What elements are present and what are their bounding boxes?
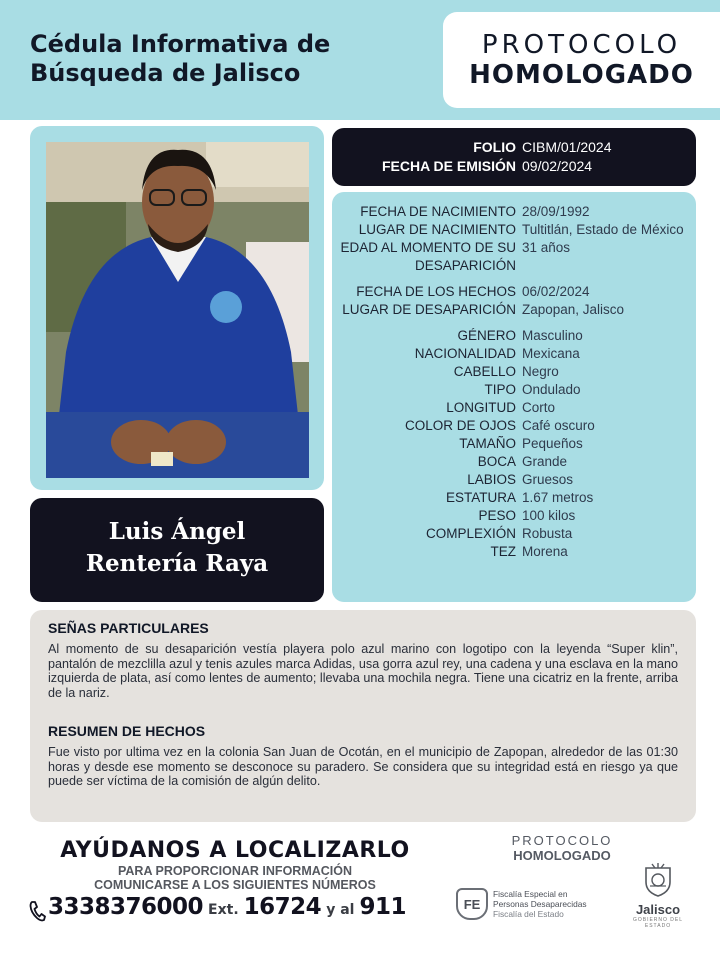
detail-value: Morena: [522, 544, 568, 559]
resumen-title: RESUMEN DE HECHOS: [48, 723, 206, 739]
detail-label: COLOR DE OJOS: [404, 418, 516, 433]
detail-label: EDAD AL MOMENTO DE SU DESAPARICIÓN: [340, 240, 516, 273]
detail-row: [332, 301, 696, 319]
detail-label: TAMAÑO: [459, 436, 516, 451]
detail-value: Corto: [522, 400, 556, 415]
emision-value: 09/02/2024: [522, 158, 593, 174]
details-group-birth: [332, 203, 696, 275]
detail-label: TEZ: [490, 544, 516, 559]
detail-label: COMPLEXIÓN: [425, 526, 516, 541]
detail-row: [332, 417, 696, 435]
detail-label: LUGAR DE NACIMIENTO: [358, 222, 516, 237]
phone-icon: [28, 900, 46, 922]
fe-text: [493, 889, 587, 919]
folio-value: CIBM/01/2024: [522, 139, 612, 155]
title-line-2: Búsqueda de Jalisco: [30, 59, 301, 87]
details-group-event: [332, 283, 696, 319]
protocol-badge: [443, 12, 720, 108]
photo-frame: [30, 126, 324, 490]
protocol-small-logo: [506, 834, 618, 863]
detail-row: [332, 435, 696, 453]
detail-label: PESO: [478, 508, 516, 523]
help-title: AYÚDANOS A LOCALIZARLO: [60, 838, 410, 863]
detail-value: 06/02/2024: [522, 284, 590, 299]
detail-value: 31 años: [522, 240, 571, 255]
fe-line-2: Personas Desaparecidas: [493, 899, 587, 909]
phone-row: [28, 894, 448, 928]
detail-value: 28/09/1992: [522, 204, 590, 219]
protocol-small-line-2: HOMOLOGADO: [513, 848, 611, 863]
help-subtitle: [30, 864, 440, 892]
detail-value: Ondulado: [522, 382, 581, 397]
detail-row: [332, 543, 696, 561]
detail-value: Café oscuro: [522, 418, 595, 433]
title-line-1: Cédula Informativa de: [30, 30, 331, 58]
senas-title: SEÑAS PARTICULARES: [48, 620, 209, 636]
jalisco-name: Jalisco: [635, 902, 681, 917]
detail-label: LUGAR DE DESAPARICIÓN: [342, 302, 516, 317]
protocol-small-line-1: PROTOCOLO: [511, 833, 613, 848]
detail-value: 1.67 metros: [522, 490, 594, 505]
emision-row: [332, 157, 696, 176]
details-box: [332, 192, 696, 602]
detail-value: Zapopan, Jalisco: [522, 302, 625, 317]
detail-label: ESTATURA: [445, 490, 516, 505]
person-name-box: [30, 498, 324, 602]
protocol-line-1: PROTOCOLO: [481, 30, 682, 60]
detail-row: [332, 283, 696, 301]
detail-label: GÉNERO: [457, 328, 516, 343]
detail-value: Robusta: [522, 526, 573, 541]
and-label: y al: [326, 902, 355, 918]
detail-label: NACIONALIDAD: [414, 346, 516, 361]
fe-line-1: Fiscalía Especial en: [493, 889, 568, 899]
detail-row: [332, 239, 696, 275]
detail-label: TIPO: [484, 382, 516, 397]
protocol-line-2: HOMOLOGADO: [469, 60, 694, 90]
details-group-physical: [332, 327, 696, 561]
detail-value: Tultitlán, Estado de México: [522, 222, 684, 237]
page-title: [30, 30, 430, 88]
detail-value: Grande: [522, 454, 568, 469]
description-box: [30, 610, 696, 822]
detail-value: Masculino: [522, 328, 583, 343]
detail-label: BOCA: [477, 454, 516, 469]
detail-row: [332, 345, 696, 363]
folio-box: [332, 128, 696, 186]
fe-line-3: Fiscalía del Estado: [493, 909, 564, 919]
spacer: [332, 275, 696, 283]
senas-text: Al momento de su desaparición vestía playera polo azul marino con logotipo con la leyenda “Super klin”, pantalón de mezclilla azul y tenis azules marca Adidas, usa gorra azul rey, una cadena y una esclava en la mano izquierda de plata, así como lentes de aumento; llevaba una mochila negra. Tiene una cicatriz en la frente, arriba de la nariz.: [48, 642, 678, 700]
folio-label: FOLIO: [473, 139, 516, 155]
fe-logo: [456, 884, 616, 924]
detail-label: LONGITUD: [446, 400, 516, 415]
ext-label: Ext.: [208, 902, 239, 918]
detail-value: Mexicana: [522, 346, 580, 361]
person-photo: [46, 142, 309, 478]
detail-value: Negro: [522, 364, 559, 379]
phone-number[interactable]: 3338376000: [48, 894, 204, 920]
jalisco-logo: [622, 862, 694, 929]
folio-row: [332, 138, 696, 157]
detail-value: 100 kilos: [522, 508, 576, 523]
person-last-name: Rentería Raya: [85, 550, 269, 577]
extension-number: 16724: [243, 894, 322, 920]
resumen-text: Fue visto por ultima vez en la colonia San Juan de Ocotán, en el municipio de Zapopan, alrededor de las 01:30 horas y desde ese momento se desconoce su paradero. Se considera que su integridad está en riesgo ya que puede ser víctima de la comisión de algún delito.: [48, 745, 678, 788]
detail-label: FECHA DE NACIMIENTO: [360, 204, 516, 219]
person-first-name: Luis Ángel: [108, 518, 246, 545]
jalisco-gov: GOBIERNO DEL ESTADO: [632, 917, 684, 929]
detail-row: [332, 399, 696, 417]
detail-row: [332, 363, 696, 381]
detail-row: [332, 381, 696, 399]
detail-row: [332, 507, 696, 525]
detail-row: [332, 489, 696, 507]
detail-row: [332, 221, 696, 239]
detail-value: Pequeños: [522, 436, 583, 451]
detail-label: LABIOS: [467, 472, 516, 487]
detail-row: [332, 525, 696, 543]
detail-row: [332, 471, 696, 489]
detail-row: [332, 203, 696, 221]
help-sub-line-2: COMUNICARSE A LOS SIGUIENTES NÚMEROS: [94, 878, 376, 892]
jalisco-shield-icon: [640, 862, 676, 898]
detail-value: Gruesos: [522, 472, 574, 487]
detail-row: [332, 327, 696, 345]
detail-row: [332, 453, 696, 471]
spacer: [332, 319, 696, 327]
detail-label: CABELLO: [453, 364, 516, 379]
detail-label: FECHA DE LOS HECHOS: [356, 284, 516, 299]
help-sub-line-1: PARA PROPORCIONAR INFORMACIÓN: [117, 864, 353, 878]
emision-label: FECHA DE EMISIÓN: [381, 158, 516, 174]
emergency-number[interactable]: 911: [359, 894, 406, 920]
fe-logo-icon: FE: [456, 888, 488, 920]
